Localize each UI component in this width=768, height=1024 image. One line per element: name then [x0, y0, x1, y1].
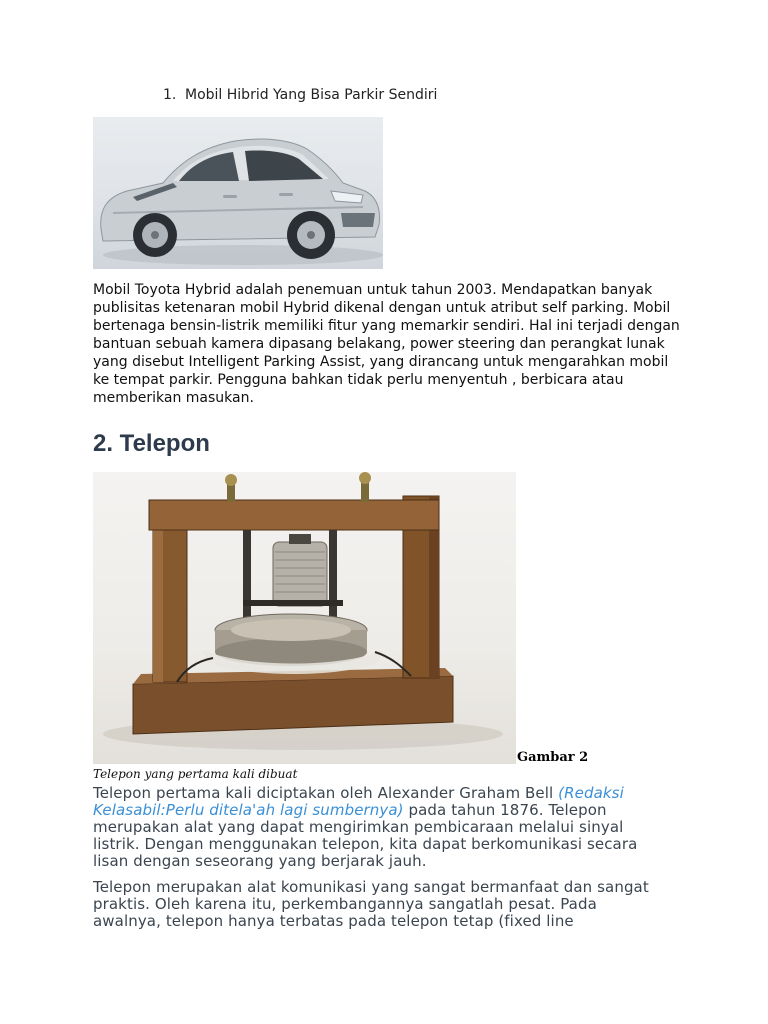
paragraph-text-start: Telepon pertama kali diciptakan oleh Alexander Graham Bell [93, 784, 559, 802]
telepon-paragraph-2: Telepon merupakan alat komunikasi yang sangat bermanfaat dan sangat praktis. Oleh karena itu, perkembangannya sangatlah pesat. Pada awalnya, telepon hanya terbatas pada telepon tetap (fixed line [93, 878, 649, 930]
figure-caption: Telepon yang pertama kali dibuat [93, 767, 298, 781]
figure-label: Gambar 2 [517, 750, 589, 765]
car-image [93, 117, 383, 269]
source-note-link[interactable]: (Redaksi Kelasabil:Perlu ditela'ah lagi sumbernya) [93, 784, 624, 819]
hybrid-car-paragraph: Mobil Toyota Hybrid adalah penemuan untuk tahun 2003. Mendapatkan banyak publisitas ketenaran mobil Hybrid dikenal dengan untuk atribut self parking. Mobil bertenaga bensin-listrik memiliki fitur yang memarkir sendiri. Hal ini terjadi dengan bantuan sebuah kamera dipasang belakang, power steering dan perangkat lunak yang disebut Intelligent Parking Assist, yang dirancang untuk mengarahkan mobil ke tempat parkir. Pengguna bahkan tidak perlu menyentuh , berbicara atau memberikan masukan. [93, 282, 680, 406]
telephone-image [93, 472, 516, 764]
section-title: Mobil Hibrid Yang Bisa Parkir Sendiri [185, 87, 438, 103]
paragraph-text-end: pada tahun 1876. Telepon merupakan alat yang dapat mengirimkan pembicaraan melalui sinyal listrik. Dengan menggunakan telepon, kita dapat berkomunikasi secara lisan dengan seseorang yang berjarak jauh. [93, 801, 638, 870]
first-telephone-picture [93, 472, 516, 764]
telepon-paragraph-1 [93, 785, 653, 870]
list-number: 1. [163, 87, 177, 103]
toyota-prius-picture [93, 117, 383, 269]
telepon-heading: 2. Telepon [93, 430, 210, 457]
list-item-heading [163, 87, 437, 104]
